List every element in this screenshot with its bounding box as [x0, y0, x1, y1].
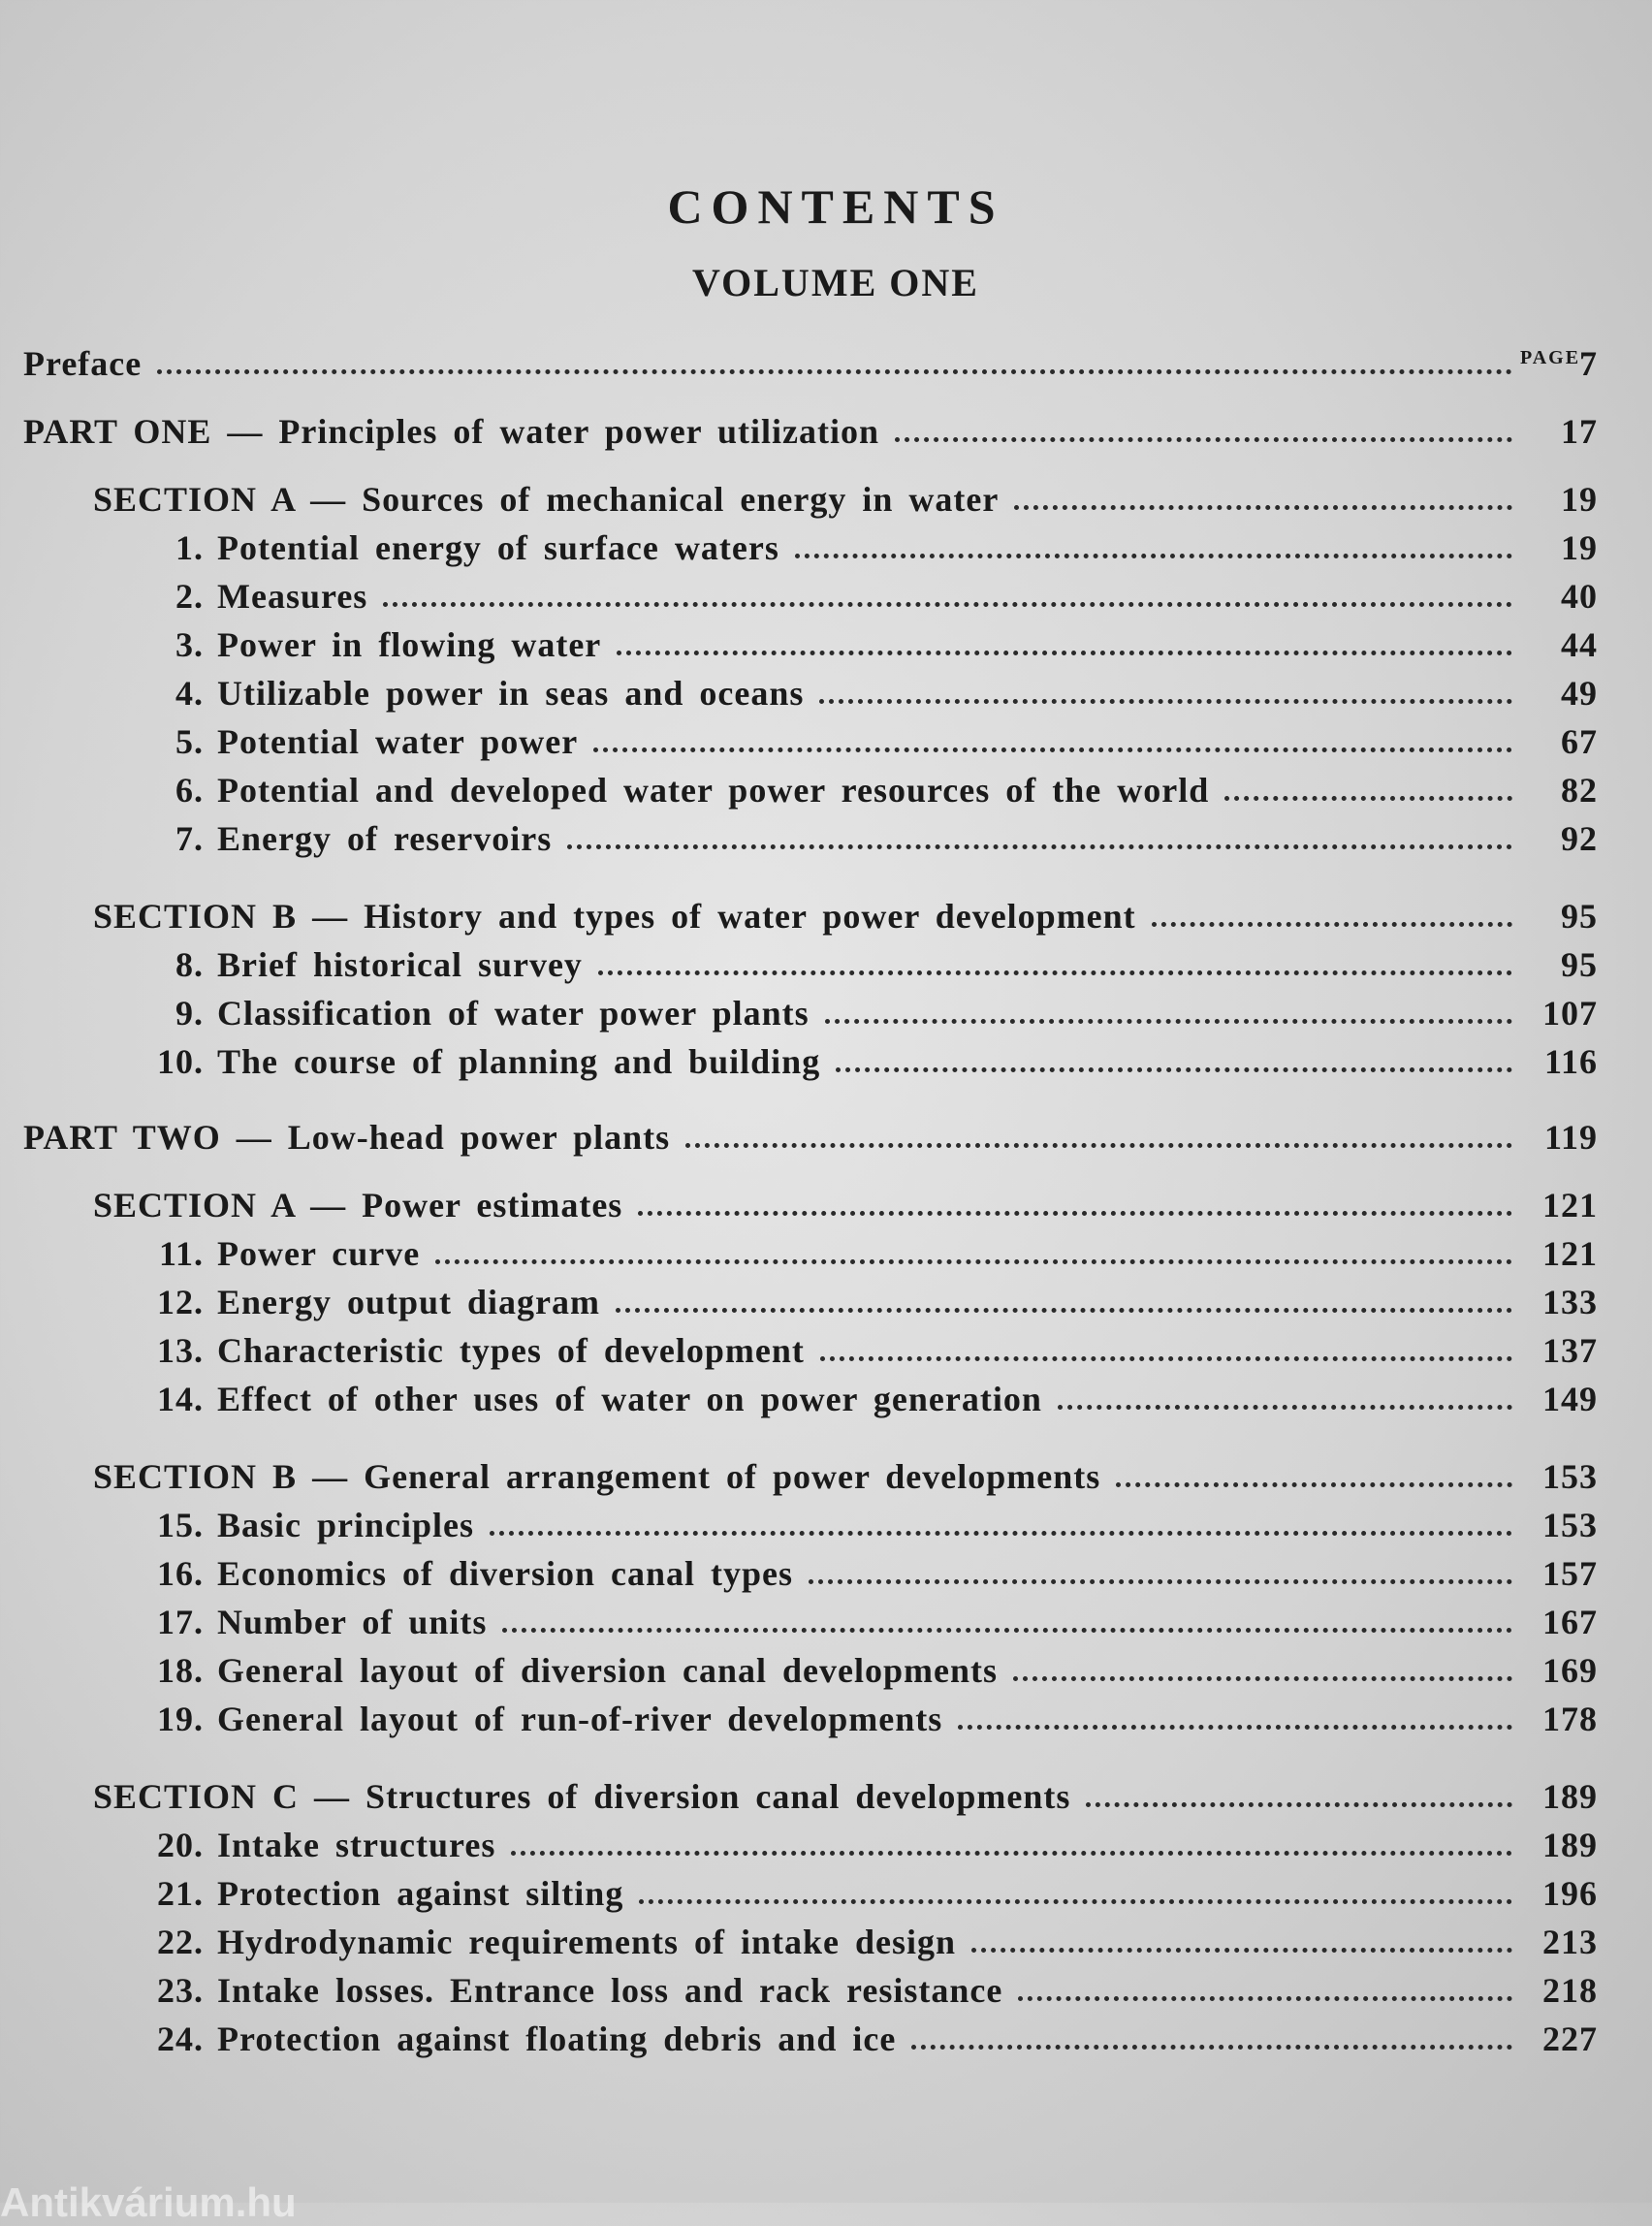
dot-leader: [383, 602, 1512, 607]
entry-title: Potential water power: [217, 722, 579, 761]
entry-page-number: 49: [1561, 674, 1598, 713]
entry-page-number: 153: [1542, 1457, 1598, 1496]
entry-page-number: 178: [1542, 1700, 1598, 1738]
toc-entry: [0, 1772, 1652, 1821]
entry-number: 7.: [175, 819, 204, 858]
entry-title: Basic principles: [217, 1506, 475, 1544]
entry-title: Intake structures: [217, 1826, 496, 1864]
entry-title: SECTION A — Sources of mechanical energy in water: [93, 480, 1000, 519]
entry-number: 22.: [157, 1923, 204, 1961]
toc-entry: [0, 717, 1652, 766]
toc-entry: [0, 669, 1652, 717]
toc-entry: [0, 475, 1652, 524]
entry-title: Intake losses. Entrance loss and rack resistance: [217, 1971, 1003, 2010]
entry-number: 14.: [157, 1380, 204, 1418]
entry-page-number: 213: [1542, 1923, 1598, 1961]
dot-leader: [895, 437, 1512, 442]
toc-entry: [0, 1549, 1652, 1598]
entry-page-number: 67: [1561, 722, 1598, 761]
toc-entry: [0, 1375, 1652, 1423]
dot-leader: [511, 1851, 1512, 1856]
entry-page-number: 19: [1561, 528, 1598, 567]
dot-leader: [820, 1356, 1512, 1361]
entry-number: 13.: [157, 1331, 204, 1370]
toc-entry: [0, 1278, 1652, 1326]
entry-number: 1.: [175, 528, 204, 567]
toc-entry: [0, 1646, 1652, 1695]
entry-page-number: 121: [1542, 1234, 1598, 1273]
entry-number: 3.: [175, 625, 204, 664]
entry-number: 23.: [157, 1971, 204, 2010]
entry-title: Effect of other uses of water on power generation: [217, 1380, 1042, 1418]
dot-leader: [598, 970, 1512, 975]
dot-leader: [567, 844, 1512, 849]
entry-title: Classification of water power plants: [217, 994, 810, 1033]
toc-entry: [0, 572, 1652, 620]
entry-number: 5.: [175, 722, 204, 761]
entry-title: Preface: [23, 344, 143, 383]
dot-leader: [1152, 922, 1512, 927]
entry-number: 21.: [157, 1874, 204, 1913]
entry-title: Protection against silting: [217, 1874, 624, 1913]
dot-leader: [1014, 505, 1512, 510]
entry-title: Potential and developed water power resources of the world: [217, 771, 1210, 810]
toc-entry: [0, 407, 1652, 456]
entry-page-number: 133: [1542, 1283, 1598, 1321]
toc-entry: [0, 1113, 1652, 1161]
entry-title: SECTION C — Structures of diversion canal developments: [93, 1777, 1071, 1816]
entry-page-number: 107: [1542, 994, 1598, 1033]
toc-entry: [0, 1229, 1652, 1278]
dot-leader: [617, 651, 1512, 655]
entry-page-number: 189: [1542, 1777, 1598, 1816]
toc-entry: [0, 1918, 1652, 1966]
toc-entry: [0, 524, 1652, 572]
dot-leader: [490, 1531, 1512, 1536]
entry-number: 19.: [157, 1700, 204, 1738]
toc-entry: [0, 1966, 1652, 2015]
entry-page-number: 7: [1579, 344, 1598, 383]
dot-leader: [795, 554, 1512, 558]
entry-page-number: 121: [1542, 1186, 1598, 1224]
entry-title: Energy of reservoirs: [217, 819, 553, 858]
dot-leader: [1116, 1482, 1512, 1487]
dot-leader: [958, 1725, 1512, 1730]
toc-entry: [0, 989, 1652, 1037]
toc-entry: [0, 1326, 1652, 1375]
entry-page-number: 92: [1561, 819, 1598, 858]
entry-title: Protection against floating debris and ice: [217, 2019, 897, 2058]
entry-page-number: 196: [1542, 1874, 1598, 1913]
entry-title: Energy output diagram: [217, 1283, 601, 1321]
entry-title: General layout of diversion canal developments: [217, 1651, 998, 1690]
entry-title: Brief historical survey: [217, 945, 583, 984]
toc-entry: [0, 1181, 1652, 1229]
entry-page-number: 95: [1561, 945, 1598, 984]
entry-title: Economics of diversion canal types: [217, 1554, 793, 1593]
entry-title: PART TWO — Low-head power plants: [23, 1118, 671, 1157]
entry-page-number: 227: [1542, 2019, 1598, 2058]
toc-entry: [0, 1695, 1652, 1743]
entry-title: Utilizable power in seas and oceans: [217, 674, 805, 713]
toc-entry: [0, 339, 1652, 388]
toc-entry: [0, 2015, 1652, 2063]
toc-entry: [0, 1452, 1652, 1501]
toc-entry: [0, 1869, 1652, 1918]
dot-leader: [157, 369, 1512, 374]
toc-entry: [0, 766, 1652, 814]
page-column-label: PAGE: [1520, 347, 1581, 368]
toc-entry: [0, 1821, 1652, 1869]
entry-page-number: 116: [1543, 1042, 1598, 1081]
entry-title: General layout of run-of-river developments: [217, 1700, 943, 1738]
entry-number: 8.: [175, 945, 204, 984]
entry-page-number: 40: [1561, 577, 1598, 616]
entry-page-number: 157: [1542, 1554, 1598, 1593]
entry-page-number: 153: [1542, 1506, 1598, 1544]
entry-number: 9.: [175, 994, 204, 1033]
dot-leader: [1058, 1405, 1512, 1410]
page-title: CONTENTS: [667, 179, 1004, 234]
entry-page-number: 17: [1561, 412, 1598, 451]
dot-leader: [809, 1579, 1512, 1584]
entry-title: The course of planning and building: [217, 1042, 821, 1081]
entry-page-number: 189: [1542, 1826, 1598, 1864]
entry-number: 11.: [158, 1234, 204, 1273]
entry-title: Measures: [217, 577, 368, 616]
entry-title: SECTION B — General arrangement of power developments: [93, 1457, 1101, 1496]
dot-leader: [639, 1899, 1512, 1904]
entry-number: 20.: [157, 1826, 204, 1864]
entry-title: Hydrodynamic requirements of intake design: [217, 1923, 957, 1961]
entry-title: Power curve: [217, 1234, 421, 1273]
toc-entry: [0, 1037, 1652, 1086]
dot-leader: [911, 2045, 1512, 2050]
entry-number: 16.: [157, 1554, 204, 1593]
entry-title: Characteristic types of development: [217, 1331, 805, 1370]
entry-page-number: 167: [1542, 1603, 1598, 1641]
dot-leader: [1018, 1996, 1512, 2001]
dot-leader: [971, 1948, 1512, 1953]
entry-number: 2.: [175, 577, 204, 616]
entry-page-number: 119: [1543, 1118, 1598, 1157]
entry-title: PART ONE — Principles of water power utilization: [23, 412, 880, 451]
entry-page-number: 95: [1561, 897, 1598, 936]
entry-title: SECTION A — Power estimates: [93, 1186, 623, 1224]
dot-leader: [502, 1628, 1512, 1633]
dot-leader: [1013, 1676, 1512, 1681]
entry-title: Number of units: [217, 1603, 488, 1641]
toc-entry: [0, 1501, 1652, 1549]
toc-entry: [0, 1598, 1652, 1646]
toc-entry: [0, 814, 1652, 863]
toc-entry: [0, 940, 1652, 989]
entry-page-number: 149: [1542, 1380, 1598, 1418]
entry-page-number: 19: [1561, 480, 1598, 519]
entry-number: 15.: [157, 1506, 204, 1544]
entry-page-number: 82: [1561, 771, 1598, 810]
toc-entry: [0, 892, 1652, 940]
entry-number: 18.: [157, 1651, 204, 1690]
entry-number: 6.: [175, 771, 204, 810]
toc-entry: [0, 620, 1652, 669]
dot-leader: [1086, 1802, 1512, 1807]
dot-leader: [685, 1143, 1512, 1148]
entry-number: 10.: [157, 1042, 204, 1081]
entry-page-number: 218: [1542, 1971, 1598, 2010]
entry-title: SECTION B — History and types of water power development: [93, 897, 1136, 936]
dot-leader: [616, 1308, 1512, 1313]
dot-leader: [819, 699, 1512, 704]
dot-leader: [1224, 796, 1512, 801]
entry-number: 17.: [157, 1603, 204, 1641]
entry-title: Power in flowing water: [217, 625, 602, 664]
entry-number: 4.: [175, 674, 204, 713]
entry-page-number: 169: [1542, 1651, 1598, 1690]
dot-leader: [836, 1067, 1512, 1072]
entry-number: 24.: [157, 2019, 204, 2058]
dot-leader: [638, 1211, 1512, 1216]
entry-title: Potential energy of surface waters: [217, 528, 779, 567]
entry-page-number: 137: [1542, 1331, 1598, 1370]
dot-leader: [593, 747, 1512, 752]
dot-leader: [435, 1259, 1512, 1264]
entry-page-number: 44: [1561, 625, 1598, 664]
dot-leader: [825, 1019, 1512, 1024]
entry-number: 12.: [157, 1283, 204, 1321]
watermark: Antikvárium.hu: [0, 2179, 297, 2225]
volume-subtitle: VOLUME ONE: [692, 261, 979, 304]
